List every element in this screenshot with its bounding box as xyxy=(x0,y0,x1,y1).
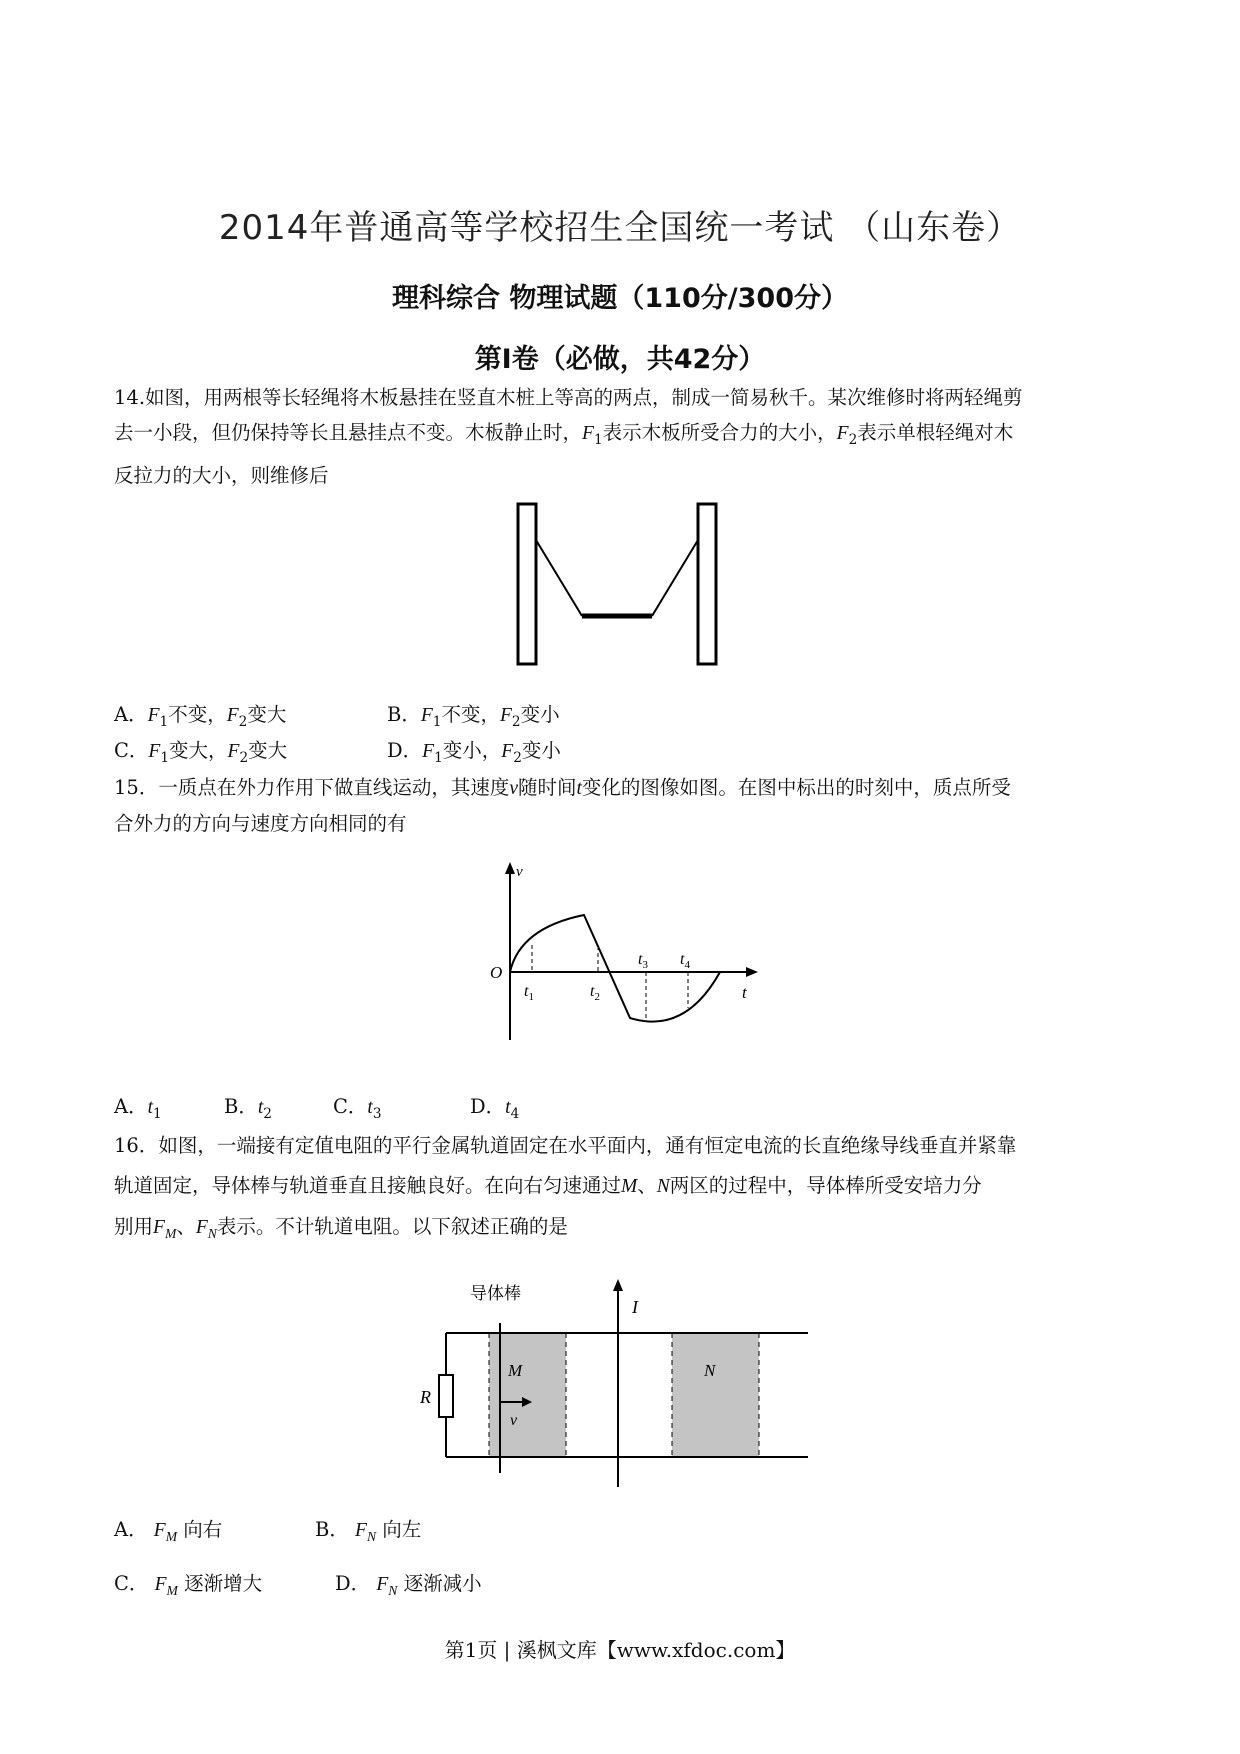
region-n-label: N xyxy=(704,1361,716,1380)
q15-option-d[interactable]: D．$t_4$ xyxy=(470,1095,520,1122)
t-axis-arrow xyxy=(746,967,758,977)
current-label: I xyxy=(632,1297,638,1317)
q15-option-c[interactable]: C．$t_3$ xyxy=(333,1095,382,1122)
rail-circuit-figure xyxy=(410,1275,810,1490)
t2-label: $t_2$ xyxy=(590,983,600,1003)
q15-line2: 合外力的方向与速度方向相同的有 xyxy=(114,812,407,835)
q16-option-c[interactable]: C． $F_M$ 逐渐增大 xyxy=(114,1572,263,1598)
q15-line1: 15．一质点在外力作用下做直线运动，其速度v随时间t变化的图像如图。在图中标出的时刻中，质点所受 xyxy=(114,776,1011,799)
t1-label: $t_1$ xyxy=(524,983,534,1003)
q15-option-b[interactable]: B．$t_2$ xyxy=(224,1095,272,1122)
question-14-text xyxy=(114,380,1134,493)
current-arrow-head xyxy=(613,1279,623,1291)
swing-figure xyxy=(510,500,730,672)
page-footer: 第1页 | 溪枫文库【www.xfdoc.com】 xyxy=(444,1638,796,1662)
left-rope xyxy=(536,540,582,616)
right-rope xyxy=(652,540,698,616)
resistor xyxy=(439,1375,453,1417)
v-axis-arrow xyxy=(505,862,515,874)
origin-label: O xyxy=(490,963,503,982)
velocity-label: v xyxy=(510,1412,518,1429)
t3-label: $t_3$ xyxy=(638,951,648,971)
right-post xyxy=(698,504,716,664)
t-axis-label: t xyxy=(742,983,747,1002)
q14-line2: 去一小段，但仍保持等长且悬挂点不变。木板静止时，$F_1$表示木板所受合力的大小，$F_2$表示单根轻绳对木 xyxy=(114,421,1014,448)
t4-label: $t_4$ xyxy=(680,951,690,971)
question-16-text xyxy=(114,1126,1134,1254)
region-n xyxy=(672,1333,759,1457)
resistor-label: R xyxy=(420,1387,431,1407)
q16-option-d[interactable]: D． $F_N$ 逐渐减小 xyxy=(335,1572,482,1598)
exam-subtitle: 理科综合 物理试题（110分/300分） xyxy=(392,283,848,314)
q16-line1: 16．如图，一端接有定值电阻的平行金属轨道固定在水平面内，通有恒定电流的长直绝缘导线垂直并紧靠 xyxy=(114,1134,1017,1157)
q14-option-a[interactable]: A．$F_1$不变，$F_2$变大 xyxy=(114,703,287,730)
velocity-time-graph xyxy=(480,860,770,1045)
left-post xyxy=(518,504,536,664)
q14-line3: 反拉力的大小，则维修后 xyxy=(114,463,329,487)
exam-title: 2014年普通高等学校招生全国统一考试 （山东卷） xyxy=(218,208,1022,248)
section-heading: 第Ⅰ卷（必做，共42分） xyxy=(474,344,766,375)
q16-line2: 轨道固定，导体棒与轨道垂直且接触良好。在向右匀速通过M、N两区的过程中，导体棒所受安培力分 xyxy=(114,1174,982,1197)
q15-option-a[interactable]: A．$t_1$ xyxy=(114,1095,162,1122)
question-15-text xyxy=(114,770,1134,841)
q16-option-b[interactable]: B． $F_N$ 向左 xyxy=(315,1518,422,1544)
q14-option-d[interactable]: D．$F_1$变小，$F_2$变小 xyxy=(387,739,561,766)
q14-option-b[interactable]: B．$F_1$不变，$F_2$变小 xyxy=(387,703,560,730)
q16-line3: 别用$F_M$、$F_N$表示。不计轨道电阻。以下叙述正确的是 xyxy=(114,1215,568,1241)
rod-label: 导体棒 xyxy=(470,1284,521,1304)
v-axis-label: v xyxy=(516,864,523,880)
q14-line1: 14.如图，用两根等长轻绳将木板悬挂在竖直木桩上等高的两点，制成一简易秋千。某次维修时将两轻绳剪 xyxy=(114,386,1023,409)
q14-option-c[interactable]: C．$F_1$变大，$F_2$变大 xyxy=(114,739,288,766)
q16-option-a[interactable]: A． $F_M$ 向右 xyxy=(114,1518,223,1544)
region-m-label: M xyxy=(508,1361,523,1380)
